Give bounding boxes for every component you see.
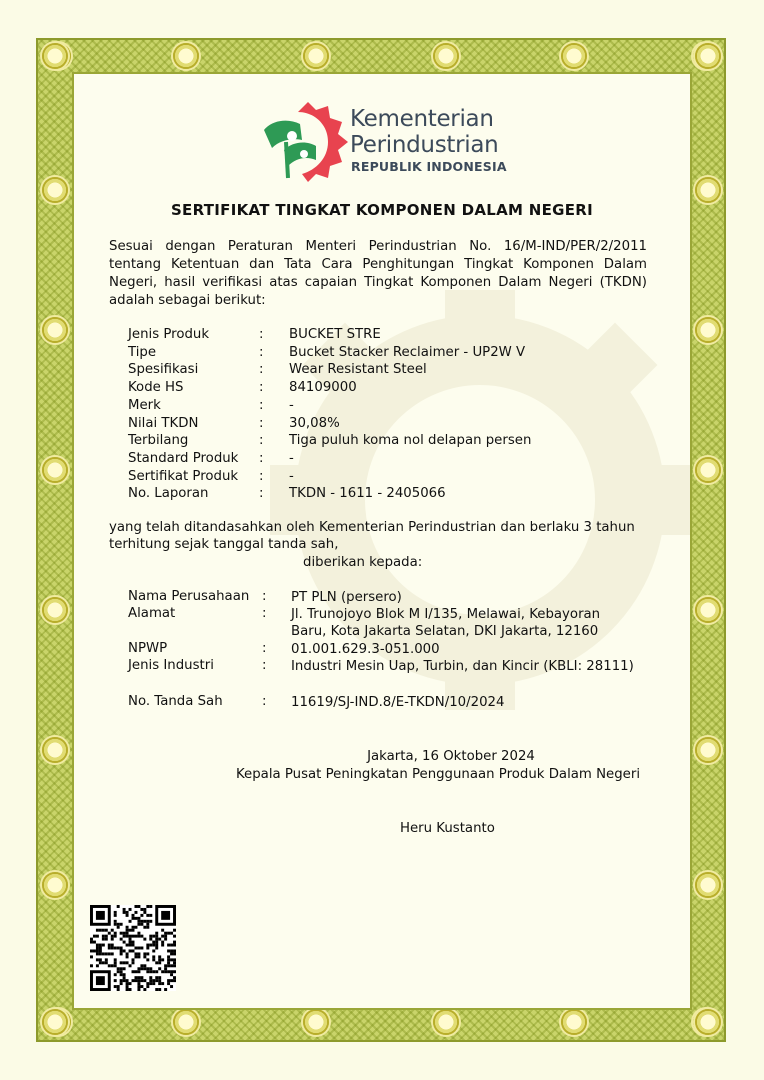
product-field-value: 30,08% [289, 415, 340, 431]
product-field-label: Nilai TKDN [128, 415, 199, 431]
garuda-emblem-icon [303, 43, 329, 69]
field-separator: : [259, 344, 264, 360]
company-field-value: PT PLN (persero) [291, 590, 402, 605]
garuda-emblem-icon [42, 872, 68, 898]
qr-code-icon [90, 905, 176, 991]
field-separator: : [262, 694, 267, 709]
garuda-emblem-icon [695, 1009, 721, 1035]
product-field-value: TKDN - 1611 - 2405066 [289, 486, 446, 502]
intro-paragraph: Sesuai dengan Peraturan Menteri Perindustrian No. 16/M-IND/PER/2/2011 tentang Ketentuan dan Tata Cara Penghitungan Tingkat Komponen Dalam Negeri, hasil verifikasi atas capaian Tingkat Komponen Dalam Negeri (TKDN) adalah sebagai berikut: [109, 239, 647, 308]
product-field-value: - [289, 397, 294, 413]
company-field-label: No. Tanda Sah [128, 694, 223, 709]
ministry-name-line1: Kementerian [350, 106, 494, 132]
garuda-emblem-icon [42, 1009, 68, 1035]
garuda-emblem-icon [433, 43, 459, 69]
garuda-emblem-icon [42, 177, 68, 203]
product-field-value: Bucket Stacker Reclaimer - UP2W V [289, 344, 526, 360]
garuda-emblem-icon [173, 1009, 199, 1035]
field-separator: : [259, 486, 264, 502]
product-field-value: BUCKET STRE [289, 327, 381, 342]
company-field-value: Industri Mesin Uap, Turbin, dan Kincir (KBLI: 28111) [291, 659, 634, 674]
garuda-emblem-icon [42, 317, 68, 343]
field-separator: : [259, 380, 264, 396]
field-separator: : [259, 327, 264, 342]
ministry-country: REPUBLIK INDONESIA [351, 159, 507, 174]
garuda-emblem-icon [561, 43, 587, 69]
company-field-label: Alamat [128, 606, 176, 621]
product-field-label: Sertifikat Produk [128, 468, 239, 484]
given-to-label: diberikan kepada: [303, 555, 423, 570]
field-separator: : [262, 589, 267, 604]
product-field-value: Tiga puluh koma nol delapan persen [289, 433, 532, 449]
company-field-label: NPWP [128, 641, 168, 656]
place-date: Jakarta, 16 Oktober 2024 [367, 749, 535, 764]
field-separator: : [262, 641, 267, 656]
company-field-value: 01.001.629.3-051.000 [291, 642, 440, 657]
product-field-value: 84109000 [289, 380, 357, 396]
product-field-label: Tipe [128, 344, 157, 360]
company-field-value: 11619/SJ-IND.8/E-TKDN/10/2024 [291, 695, 505, 710]
field-separator: : [259, 362, 264, 378]
field-separator: : [259, 397, 264, 413]
field-separator: : [259, 415, 264, 431]
product-field-label: Terbilang [128, 433, 189, 449]
product-field-value: - [289, 450, 294, 466]
product-field-value: Wear Resistant Steel [289, 362, 427, 378]
company-field-label: Nama Perusahaan [128, 589, 250, 604]
product-field-label: Spesifikasi [128, 362, 199, 378]
field-separator: : [259, 433, 264, 449]
company-field-value: Jl. Trunojoyo Blok M I/135, Melawai, Kebayoran Baru, Kota Jakarta Selatan, DKI Jakarta, 12160 [291, 607, 601, 639]
garuda-emblem-icon [695, 872, 721, 898]
garuda-emblem-icon [433, 1009, 459, 1035]
product-field-label: Merk [128, 397, 161, 413]
validity-paragraph: yang telah ditandasahkan oleh Kementerian Perindustrian dan berlaku 3 tahun terhitung sejak tanggal tanda sah, [109, 520, 635, 552]
product-field-value: - [289, 468, 294, 484]
product-field-label: Kode HS [128, 380, 184, 396]
garuda-emblem-icon [695, 177, 721, 203]
garuda-emblem-icon [695, 457, 721, 483]
field-separator: : [262, 606, 267, 621]
garuda-emblem-icon [42, 43, 68, 69]
garuda-emblem-icon [42, 597, 68, 623]
garuda-emblem-icon [695, 597, 721, 623]
certificate-title: SERTIFIKAT TINGKAT KOMPONEN DALAM NEGERI [170, 201, 594, 219]
company-field-label: Jenis Industri [128, 658, 214, 673]
product-field-label: Jenis Produk [128, 327, 210, 342]
field-separator: : [259, 468, 264, 484]
product-field-label: Standard Produk [128, 450, 239, 466]
garuda-emblem-icon [561, 1009, 587, 1035]
product-field-label: No. Laporan [128, 486, 209, 502]
garuda-emblem-icon [303, 1009, 329, 1035]
garuda-emblem-icon [695, 317, 721, 343]
garuda-emblem-icon [42, 457, 68, 483]
garuda-emblem-icon [695, 43, 721, 69]
field-separator: : [259, 450, 264, 466]
ministry-name-line2: Perindustrian [350, 132, 499, 158]
garuda-emblem-icon [173, 43, 199, 69]
field-separator: : [262, 658, 267, 673]
signer-position: Kepala Pusat Peningkatan Penggunaan Produk Dalam Negeri [236, 767, 641, 782]
signer-name: Heru Kustanto [400, 821, 495, 836]
